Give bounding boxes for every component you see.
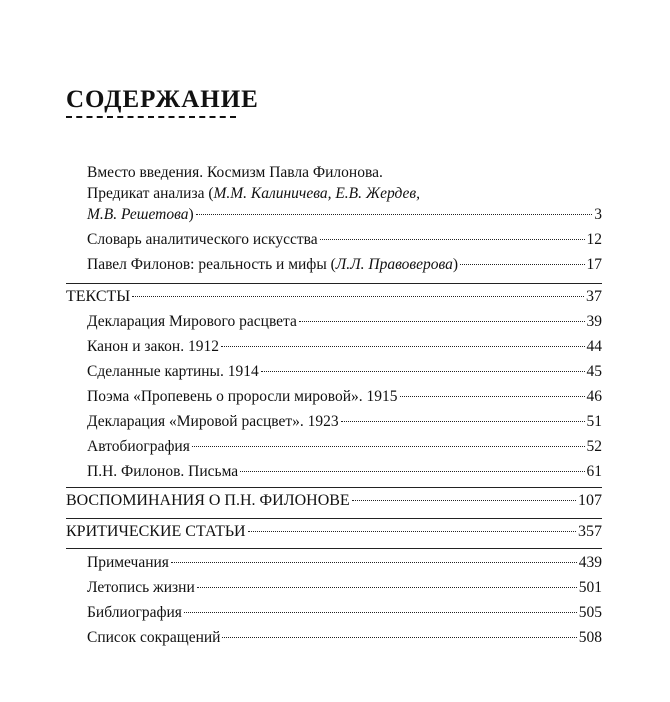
entry-title: Автобиография <box>87 438 190 455</box>
toc-entry[interactable] <box>87 412 602 432</box>
dot-leader <box>352 500 576 501</box>
page-number: 37 <box>586 288 602 305</box>
page-number: 39 <box>586 313 602 330</box>
page-number: 12 <box>586 231 602 248</box>
toc-section-memoirs[interactable] <box>66 491 602 511</box>
intro-line-2: Предикат анализа (М.М. Калиничева, Е.В. Жердев, <box>87 185 421 202</box>
page-number: 505 <box>578 604 602 621</box>
dot-leader <box>240 471 584 472</box>
section-divider <box>66 283 602 284</box>
entry-title: Список сокращений <box>87 629 221 646</box>
toc-entry[interactable] <box>87 553 602 573</box>
dot-leader <box>171 562 577 563</box>
section-title: КРИТИЧЕСКИЕ СТАТЬИ <box>66 523 246 540</box>
section-divider <box>66 518 602 519</box>
intro-authors-1: М.М. Калиничева, Е.В. Жердев, <box>213 185 421 202</box>
dot-leader <box>132 296 584 297</box>
dot-leader <box>197 587 577 588</box>
toc-entry[interactable] <box>87 362 602 382</box>
page-number: 51 <box>586 413 602 430</box>
page-number: 107 <box>578 492 602 509</box>
entry-title: Канон и закон. 1912 <box>87 338 219 355</box>
page-number: 501 <box>578 579 602 596</box>
entry-title: Летопись жизни <box>87 579 195 596</box>
page-number: 46 <box>586 388 602 405</box>
dot-leader <box>400 396 585 397</box>
toc-heading: СОДЕРЖАНИЕ <box>66 86 259 113</box>
toc-entry[interactable] <box>87 628 602 648</box>
toc-entry-intro[interactable]: М.В. Решетова) 3 <box>87 206 602 223</box>
dot-leader <box>222 637 576 638</box>
toc-entry[interactable] <box>87 337 602 357</box>
intro-line-1: Вместо введения. Космизм Павла Филонова. <box>87 164 383 181</box>
page-number: 44 <box>586 338 602 355</box>
toc-entry[interactable] <box>87 578 602 598</box>
page-number: 3 <box>594 206 602 223</box>
entry-title: Словарь аналитического искусства <box>87 231 318 248</box>
entry-title: Библиография <box>87 604 182 621</box>
toc-entry[interactable] <box>87 603 602 623</box>
toc-entry[interactable] <box>87 312 602 332</box>
dot-leader <box>248 531 576 532</box>
page-number: 52 <box>586 438 602 455</box>
entry-title: Поэма «Пропевень о проросли мировой». 1915 <box>87 388 398 405</box>
entry-title: Декларация Мирового расцвета <box>87 313 297 330</box>
dot-leader <box>221 346 585 347</box>
entry-title: П.Н. Филонов. Письма <box>87 463 239 480</box>
dot-leader <box>320 239 585 240</box>
page-number: 508 <box>578 629 602 646</box>
toc-entry[interactable] <box>87 437 602 457</box>
dot-leader <box>341 421 585 422</box>
entry-title: Декларация «Мировой расцвет». 1923 <box>87 413 339 430</box>
entry-author: Л.Л. Правоверова <box>335 256 453 273</box>
section-title: ТЕКСТЫ <box>66 288 131 305</box>
dot-leader <box>299 321 585 322</box>
dot-leader <box>196 214 593 215</box>
toc-entry-reality-myths[interactable]: Павел Филонов: реальность и мифы (Л.Л. Правоверова) 17 <box>87 256 602 273</box>
page-number: 45 <box>586 363 602 380</box>
page-number: 17 <box>586 256 602 273</box>
page-number: 439 <box>578 554 602 571</box>
entry-title: Примечания <box>87 554 169 571</box>
page-number: 61 <box>586 463 602 480</box>
toc-entry[interactable] <box>87 462 602 482</box>
entry-title: Сделанные картины. 1914 <box>87 363 259 380</box>
toc-section-texts[interactable] <box>66 287 602 307</box>
dot-leader <box>261 371 585 372</box>
dot-leader <box>192 446 585 447</box>
intro-authors-2: М.В. Решетова <box>87 206 189 223</box>
section-title: ВОСПОМИНАНИЯ О П.Н. ФИЛОНОВЕ <box>66 492 350 509</box>
section-divider <box>66 487 602 488</box>
toc-entry[interactable] <box>87 387 602 407</box>
toc-entry-dictionary[interactable] <box>87 230 602 250</box>
page-number: 357 <box>578 523 602 540</box>
section-divider <box>66 548 602 549</box>
dot-leader <box>460 264 584 265</box>
dot-leader <box>184 612 577 613</box>
heading-underline <box>66 116 236 118</box>
toc-section-critical[interactable] <box>66 522 602 542</box>
